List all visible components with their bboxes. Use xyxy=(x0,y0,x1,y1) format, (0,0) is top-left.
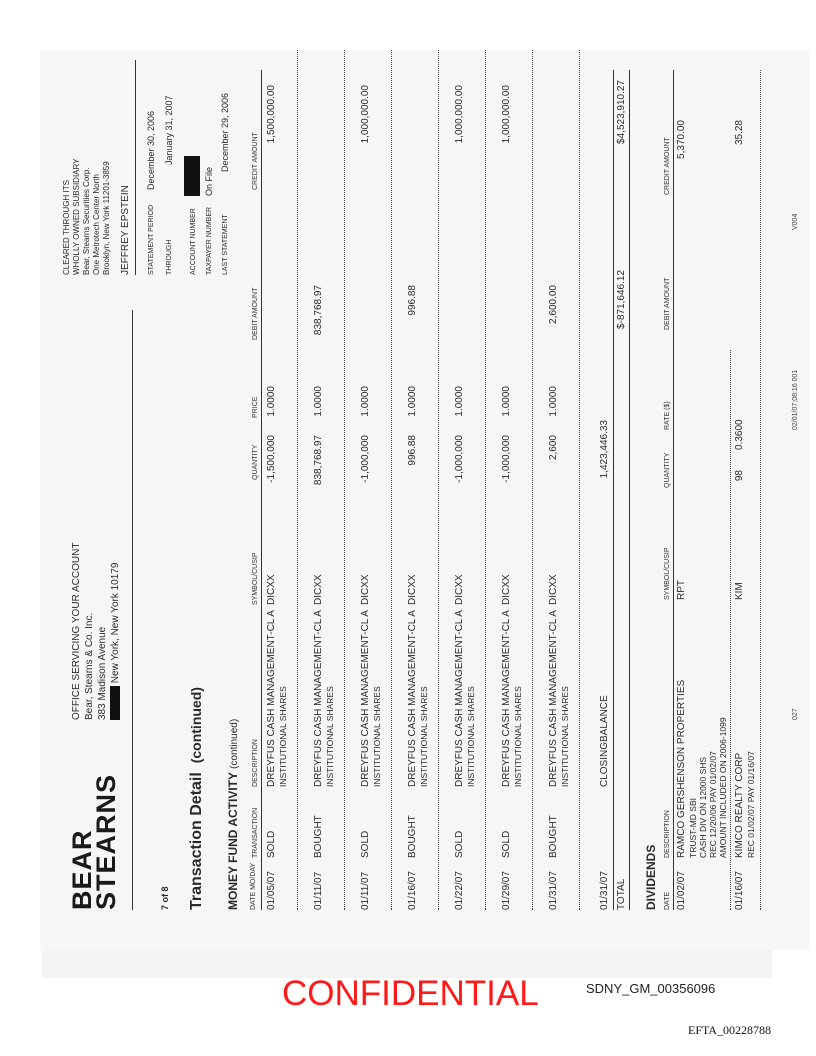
row-description: DREYFUS CASH MANAGEMENT-CL A xyxy=(407,610,418,787)
row-transaction: SOLD xyxy=(360,830,371,858)
col-transaction: TRANSACTION xyxy=(252,807,259,858)
row-credit: 1,000,000.00 xyxy=(454,85,465,144)
div-col-quantity: QUANTITY xyxy=(664,452,671,488)
clearing-line: Brooklyn, New York 11201-3859 xyxy=(102,161,111,275)
last-statement-label: LAST STATEMENT xyxy=(222,214,229,275)
clearing-line: CLEARED THROUGH ITS xyxy=(62,180,71,275)
row-description-2: INSTITUTIONAL SHARES xyxy=(513,686,523,787)
row-debit: 996.88 xyxy=(407,285,418,316)
div-col-description: DESCRIPTION xyxy=(664,810,671,858)
row-symbol: DICXX xyxy=(360,574,371,605)
row-quantity: -1,000,000 xyxy=(360,435,371,483)
dividend-description: KIMCO REALTY CORP xyxy=(734,752,745,858)
col-credit: CREDIT AMOUNT xyxy=(252,132,259,190)
row-price: 1.0000 xyxy=(501,386,512,417)
account-number-redaction xyxy=(184,156,200,196)
row-credit: 1,000,000.00 xyxy=(501,85,512,144)
dividend-quantity: 98 xyxy=(734,470,745,482)
bates-number: SDNY_GM_00356096 xyxy=(586,981,716,996)
row-separator xyxy=(730,350,731,910)
row-date: 01/22/07 xyxy=(454,871,465,910)
row-description-2: INSTITUTIONAL SHARES xyxy=(419,686,429,787)
row-transaction: SOLD xyxy=(501,830,512,858)
dividend-detail xyxy=(688,717,728,858)
row-quantity: -1,500,000 xyxy=(266,435,277,483)
statement-page xyxy=(40,50,810,950)
row-price: 1.0000 xyxy=(407,386,418,417)
dividends-title: DIVIDENDS xyxy=(644,844,658,910)
account-number-label: ACCOUNT NUMBER xyxy=(190,208,197,275)
row-separator xyxy=(344,50,345,910)
dividend-credit: 5,370.00 xyxy=(676,120,687,159)
through-label: THROUGH xyxy=(166,239,173,275)
total-bottom-rule xyxy=(629,70,630,910)
row-description-2: INSTITUTIONAL SHARES xyxy=(278,686,288,787)
dividend-symbol: RPT xyxy=(676,580,687,600)
closing-date: 01/31/07 xyxy=(599,871,610,910)
row-description-2: INSTITUTIONAL SHARES xyxy=(560,686,570,787)
clearing-rule xyxy=(135,60,136,275)
dividend-detail-line: TRUST-MD SBI xyxy=(688,798,698,858)
footer-code-mid: 02/01/07;08:16 001 xyxy=(792,369,799,430)
total-debit: $-871,646.12 xyxy=(616,270,627,329)
row-separator xyxy=(532,50,533,910)
row-debit: 838,768.97 xyxy=(313,285,324,336)
row-description: DREYFUS CASH MANAGEMENT-CL A xyxy=(266,610,277,787)
row-separator xyxy=(391,50,392,910)
dividend-detail-line: REC 12/20/06 PAY 01/02/07 xyxy=(708,751,718,858)
row-description-2: INSTITUTIONAL SHARES xyxy=(325,686,335,787)
header-rule xyxy=(132,310,133,910)
row-date: 01/11/07 xyxy=(313,871,324,910)
account-holder-name: JEFFREY EPSTEIN xyxy=(120,185,131,275)
row-description: DREYFUS CASH MANAGEMENT-CL A xyxy=(501,610,512,787)
row-date: 01/29/07 xyxy=(501,871,512,910)
dividend-date: 01/02/07 xyxy=(676,871,687,910)
row-description: DREYFUS CASH MANAGEMENT-CL A xyxy=(548,610,559,787)
div-col-credit: CREDIT AMOUNT xyxy=(664,137,671,195)
col-price: PRICE xyxy=(252,396,259,418)
row-description: DREYFUS CASH MANAGEMENT-CL A xyxy=(313,610,324,787)
dividend-rate: 0.3600 xyxy=(734,419,745,450)
row-price: 1.0000 xyxy=(548,386,559,417)
row-transaction: BOUGHT xyxy=(313,815,324,858)
dividend-symbol: KIM xyxy=(734,582,745,600)
taxpayer-value: On File xyxy=(204,166,214,196)
page-title: Transaction Detail (continued) xyxy=(188,687,205,910)
row-description-2: INSTITUTIONAL SHARES xyxy=(372,686,382,787)
col-quantity: QUANTITY xyxy=(252,444,259,480)
row-credit: 1,500,000.00 xyxy=(266,85,277,144)
row-quantity: -1,000,000 xyxy=(454,435,465,483)
through-value: January 31, 2007 xyxy=(164,95,174,165)
row-symbol: DICXX xyxy=(454,574,465,605)
money-fund-title-suffix: (continued) xyxy=(229,718,240,769)
row-separator xyxy=(579,50,580,910)
row-price: 1.0000 xyxy=(454,386,465,417)
taxpayer-label: TAXPAYER NUMBER xyxy=(206,206,213,275)
total-credit: $4,523,910.27 xyxy=(616,80,627,144)
row-credit: 1,000,000.00 xyxy=(360,85,371,144)
row-price: 1.0000 xyxy=(360,386,371,417)
dividend-detail-line: AMOUNT INCLUDED ON 2006-1099 xyxy=(718,717,728,858)
office-line-1: OFFICE SERVICING YOUR ACCOUNT xyxy=(71,542,82,720)
dividend-credit: 35.28 xyxy=(734,120,745,146)
row-quantity: 838,768.97 xyxy=(313,435,324,486)
row-separator xyxy=(760,70,761,910)
dividend-description: RAMCO GERSHENSON PROPERTIES xyxy=(676,679,687,858)
row-symbol: DICXX xyxy=(266,574,277,605)
title-suffix: (continued) xyxy=(188,687,204,764)
div-col-rate: RATE ($) xyxy=(664,401,671,430)
row-separator xyxy=(485,50,486,910)
div-col-date: DATE xyxy=(664,891,671,910)
clearing-line: Bear, Stearns Securities Corp. xyxy=(82,167,91,275)
page-number: 7 of 8 xyxy=(160,886,170,910)
office-address xyxy=(70,543,122,720)
row-debit: 2,600.00 xyxy=(548,285,559,324)
dividend-detail-line: REC 01/02/07 PAY 01/16/07 xyxy=(746,751,756,858)
last-statement-value: December 29, 2006 xyxy=(220,92,230,172)
row-separator xyxy=(297,50,298,910)
row-description: DREYFUS CASH MANAGEMENT-CL A xyxy=(360,610,371,787)
row-price: 1.0000 xyxy=(266,386,277,417)
statement-period-label: STATEMENT PERIOD xyxy=(148,204,155,275)
clearing-line: WHOLLY OWNED SUBSIDIARY xyxy=(72,158,81,275)
row-quantity: 996.88 xyxy=(407,435,418,466)
row-date: 01/05/07 xyxy=(266,871,277,910)
office-city: New York, New York 10179 xyxy=(110,562,121,684)
statement-period-value: December 30, 2006 xyxy=(146,110,156,190)
row-quantity: 2,600 xyxy=(548,435,559,461)
col-description: DESCRIPTION xyxy=(252,739,259,787)
row-transaction: SOLD xyxy=(454,830,465,858)
row-symbol: DICXX xyxy=(313,574,324,605)
clearing-line: One Metrotech Center North xyxy=(92,174,101,275)
office-line-3: 383 Madison Avenue xyxy=(97,626,108,720)
money-fund-header-rule xyxy=(261,70,262,910)
footer-code-right: V004 xyxy=(792,213,799,230)
confidential-stamp: CONFIDENTIAL xyxy=(282,974,539,1013)
logo-line-1: BEAR xyxy=(67,829,97,910)
row-transaction: BOUGHT xyxy=(548,815,559,858)
col-date: DATE MO/DAY xyxy=(250,862,257,910)
footer-code-left: 027 xyxy=(792,708,799,720)
dividends-header-rule xyxy=(673,70,674,910)
col-symbol: SYMBOL/CUSIP xyxy=(252,552,259,605)
redaction-bar xyxy=(110,686,120,720)
row-price: 1.0000 xyxy=(313,386,324,417)
row-transaction: BOUGHT xyxy=(407,815,418,858)
efta-number: EFTA_00228788 xyxy=(688,1023,772,1037)
div-col-symbol: SYMBOL/CUSIP xyxy=(664,547,671,600)
col-debit: DEBIT AMOUNT xyxy=(252,287,259,340)
dividend-detail-line: CASH DIV ON 12000 SHS xyxy=(698,756,708,858)
row-date: 01/16/07 xyxy=(407,871,418,910)
closing-balance-label: CLOSINGBALANCE xyxy=(599,695,610,787)
row-date: 01/11/07 xyxy=(360,871,371,910)
money-fund-title: MONEY FUND ACTIVITY (continued) xyxy=(226,718,240,910)
row-symbol: DICXX xyxy=(548,574,559,605)
div-col-debit: DEBIT AMOUNT xyxy=(664,277,671,330)
row-symbol: DICXX xyxy=(501,574,512,605)
row-description-2: INSTITUTIONAL SHARES xyxy=(466,686,476,787)
row-symbol: DICXX xyxy=(407,574,418,605)
logo-line-2: STEARNS xyxy=(91,773,121,910)
office-line-2: Bear, Stearns & Co. Inc. xyxy=(84,612,95,720)
bear-stearns-logo xyxy=(67,773,121,910)
closing-balance-quantity: 1,423,446.33 xyxy=(599,420,610,479)
row-date: 01/31/07 xyxy=(548,871,559,910)
total-top-rule xyxy=(613,70,614,910)
clearing-info xyxy=(62,159,112,275)
row-description: DREYFUS CASH MANAGEMENT-CL A xyxy=(454,610,465,787)
row-quantity: -1,000,000 xyxy=(501,435,512,483)
total-label: TOTAL xyxy=(616,878,627,910)
dividend-date: 01/16/07 xyxy=(734,871,745,910)
row-separator xyxy=(438,50,439,910)
row-transaction: SOLD xyxy=(266,830,277,858)
